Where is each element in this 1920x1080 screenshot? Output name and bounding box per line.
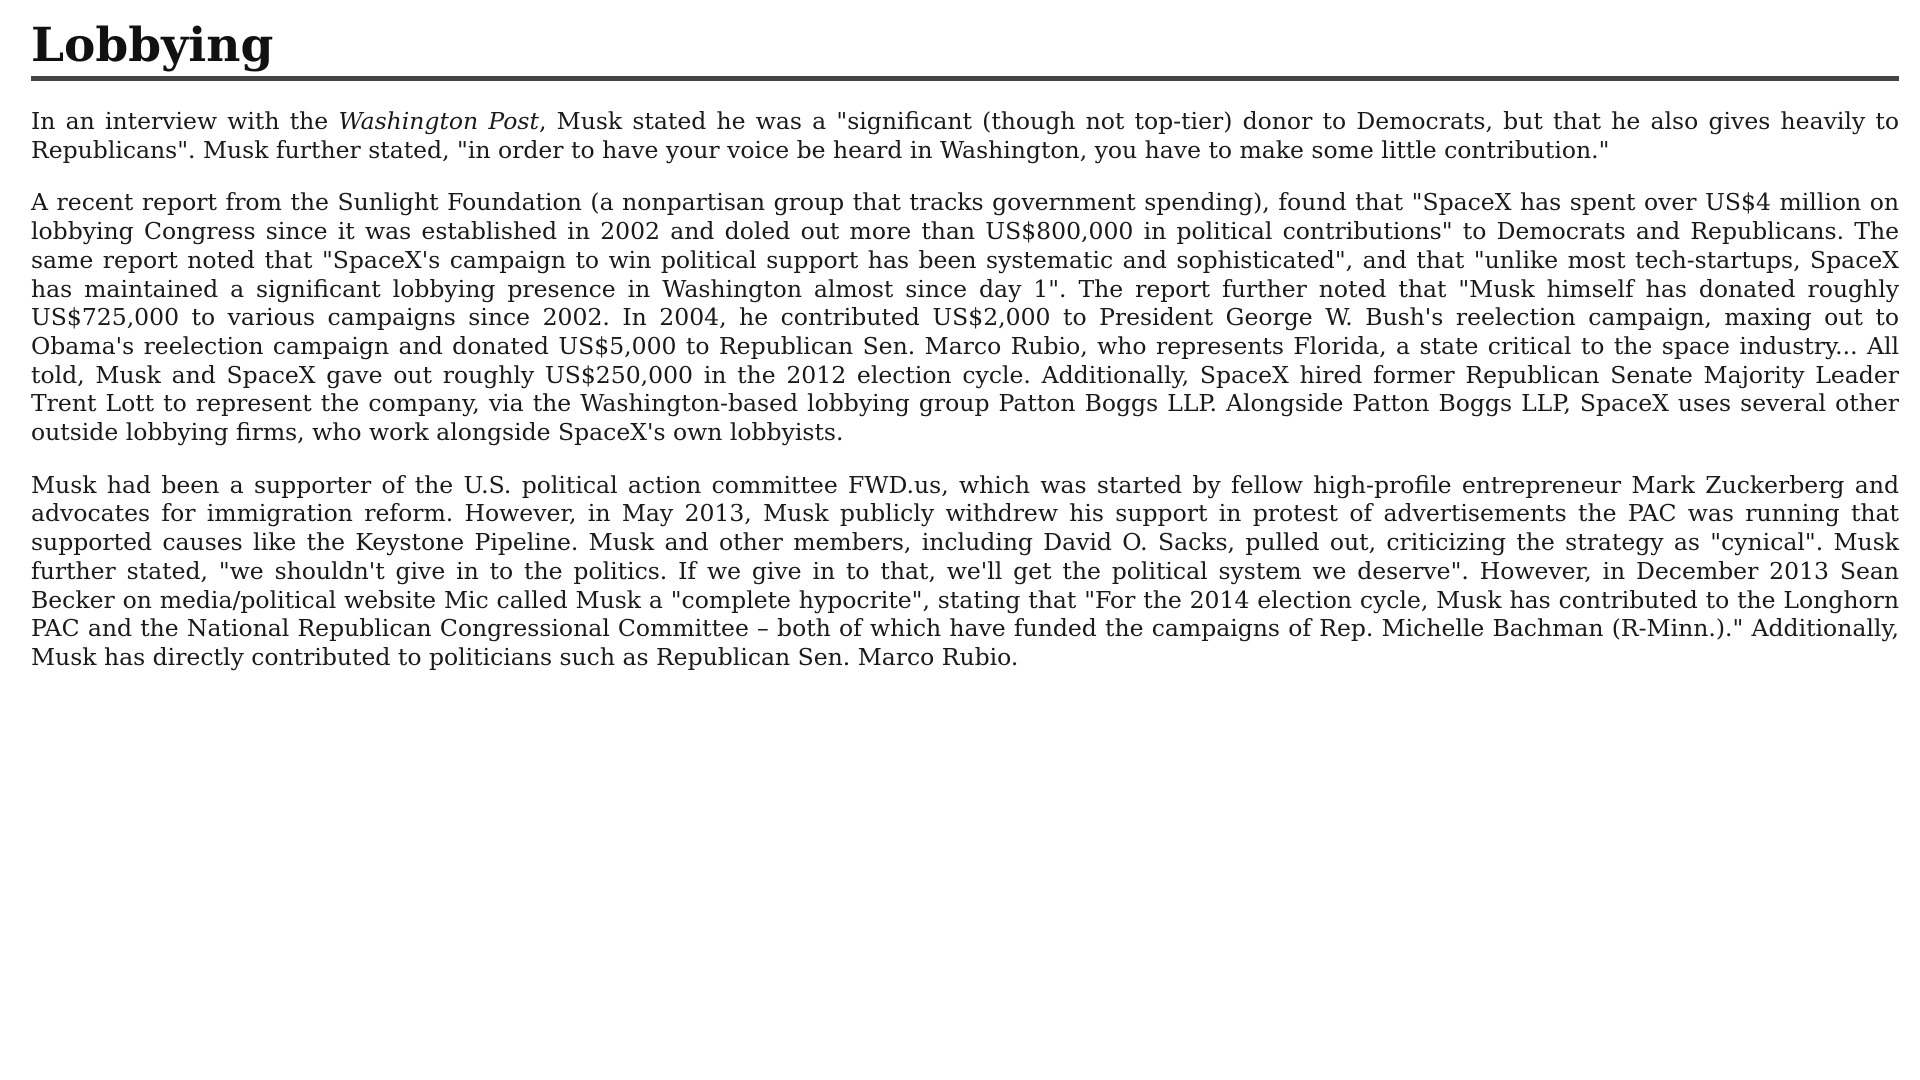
heading-underline — [31, 76, 1899, 81]
paragraph-interview — [31, 107, 1899, 164]
paragraph-sunlight-report: A recent report from the Sunlight Foundation (a nonpartisan group that tracks government spending), found that "SpaceX has spent over US$4 million on lobbying Congress since it was established in 2002 and doled out more than US$800,000 in political contributions" to Democrats and Republicans. The same report noted that "SpaceX's campaign to win political support has been systematic and sophisticated", and that "unlike most tech-startups, SpaceX has maintained a significant lobbying presence in Washington almost since day 1". The report further noted that "Musk himself has donated roughly US$725,000 to various campaigns since 2002. In 2004, he contributed US$2,000 to President George W. Bush's reelection campaign, maxing out to Obama's reelection campaign and donated US$5,000 to Republican Sen. Marco Rubio, who represents Florida, a state critical to the space industry... All told, Musk and SpaceX gave out roughly US$250,000 in the 2012 election cycle. Additionally, SpaceX hired former Republican Senate Majority Leader Trent Lott to represent the company, via the Washington-based lobbying group Patton Boggs LLP. Alongside Patton Boggs LLP, SpaceX uses several other outside lobbying firms, who work alongside SpaceX's own lobbyists. — [31, 188, 1899, 447]
paragraph-fwd-us: Musk had been a supporter of the U.S. political action committee FWD.us, which was started by fellow high-profile entrepreneur Mark Zuckerberg and advocates for immigration reform. However, in May 2013, Musk publicly withdrew his support in protest of advertisements the PAC was running that supported causes like the Keystone Pipeline. Musk and other members, including David O. Sacks, pulled out, criticizing the strategy as "cynical". Musk further stated, "we shouldn't give in to the politics. If we give in to that, we'll get the political system we deserve". However, in December 2013 Sean Becker on media/political website Mic called Musk a "complete hypocrite", stating that "For the 2014 election cycle, Musk has contributed to the Longhorn PAC and the National Republican Congressional Committee – both of which have funded the campaigns of Rep. Michelle Bachman (R-Minn.)." Additionally, Musk has directly contributed to politicians such as Republican Sen. Marco Rubio. — [31, 470, 1899, 671]
section-heading: Lobbying — [31, 18, 274, 73]
publication-title: Washington Post — [338, 107, 539, 135]
paragraph-interview-rest: , Musk stated he was a "significant (though not top-tier) donor to Democrats, but that he also gives heavily to Republicans". Musk further stated, "in order to have your voice be heard in Washington, you have to make some little contribution." — [31, 107, 1899, 164]
paragraph-interview-lead: In an interview with the — [31, 107, 339, 135]
